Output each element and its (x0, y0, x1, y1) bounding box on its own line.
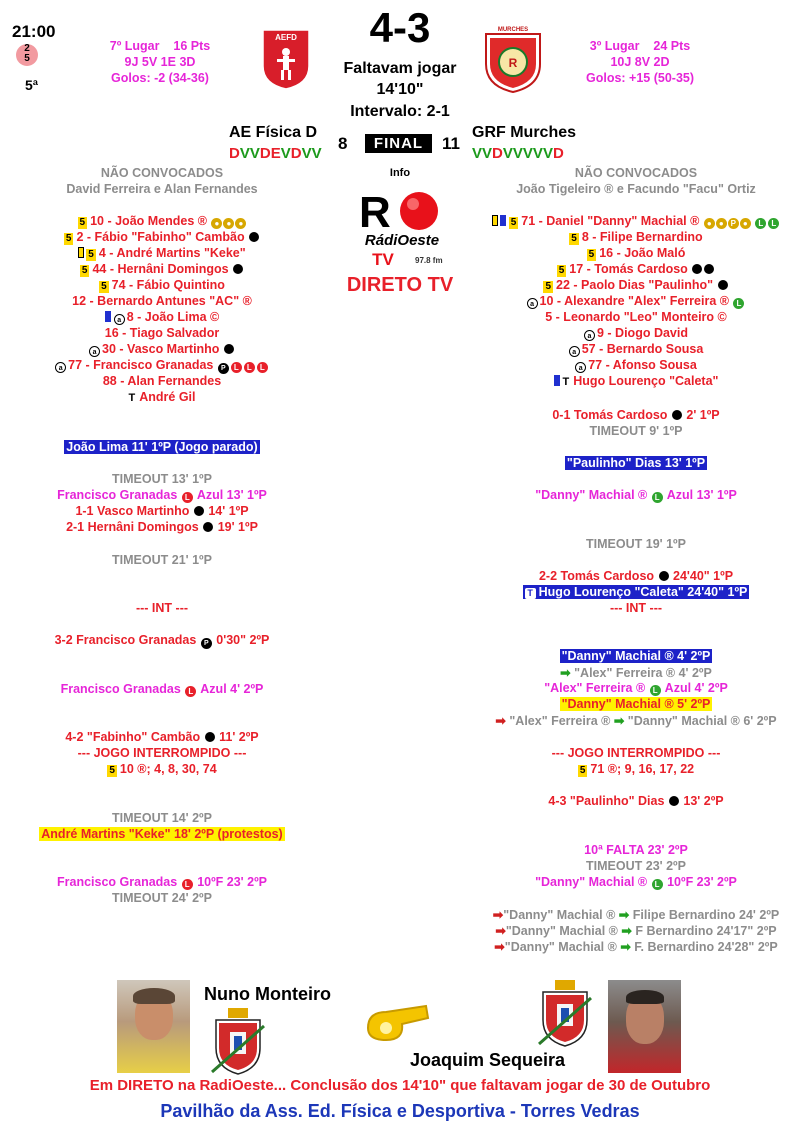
coach-icon: T (128, 392, 136, 404)
event-text: 71 ®; 9, 16, 17, 22 (590, 762, 695, 776)
blue-card-icon (500, 215, 506, 226)
event-detail: 10ºF 23' 2ºP (667, 875, 737, 889)
sub-in-arrow-icon: ➡ (560, 666, 571, 680)
event-detail: "Danny" Machial ® 6' 2ºP (627, 714, 777, 728)
info-label: Info (389, 167, 411, 179)
home-goals: Golos: -2 (34-36) (111, 71, 209, 85)
event-player: 1-1 Vasco Martinho (75, 504, 190, 518)
away-event-blue-card (486, 456, 786, 470)
player-name: 17 - Tomás Cardoso (569, 262, 688, 276)
jersey-5-icon: 5 (571, 233, 577, 244)
home-player-row[interactable] (12, 389, 312, 405)
captain-badge-icon: a (89, 346, 100, 357)
form-result: V (502, 145, 513, 162)
player-name: 88 - Alan Fernandes (102, 374, 222, 388)
player-name: 71 - Daniel "Danny" Machial ® (521, 214, 700, 228)
home-crest-letters: AEFD (275, 33, 297, 42)
footer-venue: Pavilhão da Ass. Ed. Física e Desportiva - Torres Vedras (160, 1101, 640, 1121)
home-place: 7º Lugar (109, 39, 160, 53)
logo-letter-r: R (359, 188, 391, 237)
away-event-goal (486, 569, 786, 583)
event-text: "Danny" Machial ® 4' 2ºP (561, 649, 711, 663)
foul-icon: L (231, 362, 242, 373)
sub-out-arrow-icon: ➡ (494, 940, 505, 954)
form-result: D (552, 145, 564, 162)
event-detail: 24'40" 1ºP (673, 569, 734, 583)
home-player-row[interactable] (12, 309, 312, 325)
jersey-5-icon: 5 (579, 765, 586, 776)
home-form-strip (229, 145, 322, 162)
goal-ball-icon (718, 280, 728, 290)
away-team-crest (478, 24, 548, 94)
sub-in-arrow-icon: ➡ (620, 940, 631, 954)
away-event-substitution (486, 923, 786, 938)
home-player-row[interactable] (12, 245, 312, 261)
home-event-timeout: TIMEOUT 13' 1ºP (112, 472, 212, 486)
away-event-timeout: TIMEOUT 9' 1ºP (589, 424, 683, 438)
event-player: 4-2 "Fabinho" Cambão (65, 730, 201, 744)
blue-card-icon (105, 311, 111, 322)
away-event-interrupted: --- JOGO INTERROMPIDO --- (551, 746, 721, 760)
sub-in-arrow-icon: ➡ (621, 924, 632, 938)
goal-ball-icon (672, 410, 682, 420)
home-event-timeout: TIMEOUT 14' 2ºP (112, 811, 212, 825)
away-player-row[interactable] (486, 325, 786, 341)
jersey-5-icon: 5 (588, 249, 595, 260)
event-detail: 2' 1ºP (686, 408, 720, 422)
home-league-rank: 8 (338, 134, 348, 153)
away-event-timeout: TIMEOUT 23' 2ºP (586, 859, 686, 873)
event-detail: F. Bernardino 24'28" 2ºP (634, 940, 778, 954)
player-name: 57 - Bernardo Sousa (581, 342, 704, 356)
player-name: 22 - Paolo Dias "Paulinho" (556, 278, 714, 292)
away-event-substitution (486, 907, 786, 922)
home-player-row[interactable] (12, 293, 312, 309)
coach-icon: T (562, 376, 570, 388)
event-player: "Danny" Machial ® (535, 488, 648, 502)
jersey-5-icon: 5 (510, 217, 517, 228)
away-event-yellow-card (486, 697, 786, 711)
player-name: André Gil (139, 390, 196, 404)
foul-icon: L (185, 686, 196, 697)
foul-icon: L (244, 362, 255, 373)
away-goals: Golos: +15 (50-35) (585, 71, 695, 85)
event-detail: 10ºF 23' 2ºP (197, 875, 267, 889)
foul-icon: L (650, 685, 661, 696)
player-name: Hugo Lourenço "Caleta" (573, 374, 719, 388)
referee-1-photo (117, 980, 190, 1073)
away-event-substitution (486, 939, 786, 954)
player-name: 44 - Hernâni Domingos (92, 262, 229, 276)
event-detail: F Bernardino 24'17" 2ºP (635, 924, 777, 938)
away-player-row[interactable] (486, 357, 786, 373)
away-event-goal (486, 408, 786, 422)
home-event-timeout: TIMEOUT 24' 2ºP (112, 891, 212, 905)
sub-out-arrow-icon: ➡ (492, 908, 504, 922)
player-name: 77 - Afonso Sousa (588, 358, 697, 372)
event-detail: Azul 4' 2ºP (200, 682, 264, 696)
referee-2-photo (608, 980, 681, 1073)
home-event-timeout: TIMEOUT 21' 1ºP (112, 553, 212, 567)
foul-icon: L (257, 362, 268, 373)
away-standing (570, 38, 710, 86)
home-not-called-title: NÃO CONVOCADOS (100, 166, 224, 180)
player-name: 16 - Tiago Salvador (104, 326, 220, 340)
player-name: 8 - Filipe Bernardino (581, 230, 703, 244)
form-result: V (542, 145, 553, 162)
event-detail: Azul 4' 2ºP (664, 681, 728, 695)
away-not-called-list: João Tigeleiro ® e Facundo "Facu" Ortiz (516, 182, 756, 196)
event-detail: 14' 1ºP (208, 504, 249, 518)
coach-icon: T (525, 588, 536, 599)
event-player: Francisco Granadas (57, 875, 178, 889)
jersey-5-icon: 5 (545, 281, 552, 292)
captain-badge-icon: a (584, 330, 595, 341)
captain-badge-icon: a (55, 362, 66, 373)
logo-brand-text: RádiOeste (364, 232, 440, 249)
round-label: 5ª (25, 77, 38, 93)
foul-icon: L (755, 218, 766, 229)
event-player: Francisco Granadas (60, 682, 181, 696)
away-event-coach-card (486, 585, 786, 599)
away-crest-letters: MURCHES (497, 27, 529, 33)
home-event-foul (12, 488, 312, 503)
goal-ball-icon (692, 264, 702, 274)
goal-ball-icon (203, 522, 213, 532)
referee-2-association-crest (533, 980, 597, 1048)
home-player-row[interactable] (12, 357, 312, 373)
gold-medal-icon: ● (211, 218, 222, 229)
away-not-called-title: NÃO CONVOCADOS (574, 166, 698, 180)
captain-badge-icon: a (575, 362, 586, 373)
home-event-interrupted: --- JOGO INTERROMPIDO --- (77, 746, 247, 760)
away-event-foul (486, 681, 786, 696)
svg-text:R: R (508, 56, 518, 70)
event-detail: Azul 13' 1ºP (196, 488, 267, 502)
round-icon-digit-b: 5 (24, 53, 30, 64)
home-event-goal (12, 504, 312, 518)
goal-ball-icon (233, 264, 243, 274)
home-player-row[interactable] (12, 277, 312, 293)
away-league-rank: 11 (442, 134, 460, 153)
event-text: 10 ®; 4, 8, 30, 74 (119, 762, 217, 776)
event-text: João Lima 11' 1ºP (Jogo parado) (66, 440, 258, 454)
home-event-goal (12, 730, 312, 744)
match-status-badge (365, 134, 432, 153)
away-event-foul (486, 488, 786, 503)
footer-broadcast-note: Em DIRETO na RadiOeste... Conclusão dos 14'10" que faltavam jogar de 30 de Outubro (89, 1077, 711, 1094)
form-result: V (239, 145, 250, 162)
home-event-goal (12, 520, 312, 534)
home-event-lineup (12, 762, 312, 777)
sub-in-arrow-icon: ➡ (613, 714, 625, 728)
home-player-row[interactable] (12, 261, 312, 277)
event-player: "Danny" Machial ® (505, 924, 618, 938)
form-result: V (522, 145, 533, 162)
remaining-time: 14'10" (376, 81, 424, 98)
away-player-row[interactable] (486, 261, 786, 277)
home-event-goal (12, 633, 312, 649)
event-text: "Danny" Machial ® 5' 2ºP (561, 697, 711, 711)
away-player-row[interactable] (486, 309, 786, 325)
away-player-row[interactable] (486, 213, 786, 229)
away-points: 24 Pts (653, 39, 691, 53)
player-name: 30 - Vasco Martinho (102, 342, 220, 356)
home-team-name[interactable]: AE Física D (229, 124, 318, 141)
foul-icon: L (652, 492, 663, 503)
event-player: 0-1 Tomás Cardoso (552, 408, 668, 422)
goal-ball-icon (669, 796, 679, 806)
form-result: E (270, 145, 281, 162)
player-name: 2 - Fábio "Fabinho" Cambão (76, 230, 245, 244)
goal-ball-icon (205, 732, 215, 742)
away-player-row[interactable] (486, 245, 786, 261)
sub-in-arrow-icon: ➡ (618, 908, 630, 922)
away-player-row[interactable] (486, 341, 786, 357)
jersey-5-icon: 5 (558, 265, 565, 276)
event-player: 2-1 Hernâni Domingos (66, 520, 199, 534)
logo-tv-text: TV (372, 250, 394, 269)
home-player-row[interactable] (12, 213, 312, 229)
form-result: V (249, 145, 260, 162)
event-player: "Danny" Machial ® (535, 875, 648, 889)
halftime-score: Intervalo: 2-1 (350, 103, 450, 120)
foul-icon: L (182, 879, 193, 890)
event-detail: 13' 2ºP (683, 794, 724, 808)
form-result: V (532, 145, 543, 162)
home-player-row[interactable] (12, 341, 312, 357)
away-event-foul-count: 10ª FALTA 23' 2ºP (584, 843, 688, 857)
form-result: D (492, 145, 503, 162)
goal-ball-icon (194, 506, 204, 516)
gold-medal-icon: ● (740, 218, 751, 229)
away-event-blue-card (486, 649, 786, 663)
event-text: André Martins "Keke" 18' 2ºP (protestos) (41, 827, 283, 841)
jersey-5-icon: 5 (101, 281, 107, 292)
event-player: "Danny" Machial ® (503, 908, 616, 922)
player-name: 4 - André Martins "Keke" (98, 246, 246, 260)
form-result: V (482, 145, 493, 162)
event-text: "Alex" Ferreira ® 4' 2ºP (574, 666, 712, 680)
jersey-5-icon: 5 (88, 249, 94, 260)
gold-medal-icon: ● (716, 218, 727, 229)
round-icon (16, 44, 38, 66)
foul-icon: L (182, 492, 193, 503)
home-event-yellow-card (12, 827, 312, 841)
event-detail: 11' 2ºP (219, 730, 259, 744)
away-player-row[interactable] (486, 293, 786, 309)
home-player-row[interactable] (12, 229, 312, 245)
match-status-text: FINAL (373, 135, 424, 152)
remaining-label: Faltavam jogar (343, 60, 457, 77)
event-player: 3-2 Francisco Granadas (54, 633, 197, 647)
home-event-interval: --- INT --- (135, 601, 189, 615)
event-player: "Danny" Machial ® (504, 940, 617, 954)
away-roster (486, 213, 786, 389)
away-event-timeout: TIMEOUT 19' 1ºP (586, 537, 686, 551)
referee-1-name: Nuno Monteiro (204, 984, 331, 1004)
event-detail: Azul 13' 1ºP (666, 488, 737, 502)
away-player-row[interactable] (486, 373, 786, 389)
player-name: 10 - João Mendes ® (90, 214, 207, 228)
captain-badge-icon: a (527, 298, 538, 309)
goal-ball-icon (224, 344, 234, 354)
home-not-called-list: David Ferreira e Alan Fernandes (66, 182, 258, 196)
home-points: 16 Pts (173, 39, 211, 53)
home-event-foul (12, 875, 312, 890)
form-result: D (229, 145, 240, 162)
event-detail: Filipe Bernardino 24' 2ºP (632, 908, 780, 922)
home-record: 9J 5V 1E 3D (124, 55, 196, 69)
player-name: 12 - Bernardo Antunes "AC" ® (72, 294, 252, 308)
sub-out-arrow-icon: ➡ (495, 714, 506, 728)
home-roster (12, 213, 312, 405)
home-event-foul (12, 682, 312, 697)
form-result: D (290, 145, 302, 162)
player-name: 5 - Leonardo "Leo" Monteiro © (545, 310, 727, 324)
player-name: 77 - Francisco Granadas (68, 358, 214, 372)
yellow-card-icon (492, 215, 498, 226)
direto-tv-label[interactable]: DIRETO TV (346, 274, 454, 296)
player-name: 8 - João Lima © (126, 310, 220, 324)
penalty-goal-icon: P (201, 638, 212, 649)
form-result: V (280, 145, 291, 162)
home-team-crest (261, 26, 311, 90)
goal-ball-icon (249, 232, 259, 242)
player-name: 16 - João Maló (599, 246, 686, 260)
home-player-row[interactable] (12, 325, 312, 341)
event-text: Hugo Lourenço "Caleta" 24'40" 1ºP (538, 585, 748, 599)
foul-icon: L (768, 218, 779, 229)
gold-medal-icon: ● (223, 218, 234, 229)
gold-medal-icon: ● (704, 218, 715, 229)
foul-icon: L (652, 879, 663, 890)
away-event-foul (486, 875, 786, 890)
event-player: "Alex" Ferreira ® (544, 681, 646, 695)
away-team-name[interactable]: GRF Murches (472, 124, 577, 141)
gold-medal-icon: ● (235, 218, 246, 229)
event-player: 4-3 "Paulinho" Dias (548, 794, 665, 808)
away-place: 3º Lugar (589, 39, 640, 53)
kickoff-time: 21:00 (12, 22, 56, 41)
referee-1-association-crest (206, 1008, 270, 1076)
goal-ball-icon (704, 264, 714, 274)
penalty-goal-icon: P (218, 363, 229, 374)
form-result: V (301, 145, 312, 162)
event-player: 2-2 Tomás Cardoso (538, 569, 655, 583)
form-result: V (512, 145, 523, 162)
gold-medal-icon: P (728, 218, 739, 229)
jersey-5-icon: 5 (65, 233, 72, 244)
jersey-5-icon: 5 (81, 265, 88, 276)
away-event-lineup (486, 762, 786, 777)
form-result: V (311, 145, 322, 162)
sub-out-arrow-icon: ➡ (495, 924, 506, 938)
referee-2-name: Joaquim Sequeira (410, 1050, 566, 1070)
player-name: 10 - Alexandre "Alex" Ferreira ® (539, 294, 729, 308)
round-icon-digit-a: 2 (24, 43, 30, 54)
yellow-card-icon (78, 247, 84, 258)
whistle-icon (364, 1000, 434, 1044)
away-event-substitution (486, 713, 786, 728)
away-record: 10J 8V 2D (610, 55, 670, 69)
away-player-row[interactable] (486, 229, 786, 245)
away-player-row[interactable] (486, 277, 786, 293)
goal-ball-icon (659, 571, 669, 581)
home-standing (90, 38, 230, 86)
captain-badge-icon: a (114, 314, 125, 325)
away-form-strip (472, 145, 564, 162)
home-event-blue-card (12, 440, 312, 454)
event-detail: 0'30" 2ºP (216, 633, 270, 647)
player-name: 9 - Diogo David (597, 326, 688, 340)
form-result: D (259, 145, 271, 162)
captain-badge-icon: a (569, 346, 580, 357)
foul-icon: L (733, 298, 744, 309)
away-event-goal (486, 794, 786, 808)
logo-frequency: 97.8 fm (415, 256, 443, 265)
event-player: Francisco Granadas (57, 488, 178, 502)
radioeste-logo[interactable] (355, 183, 450, 273)
event-detail: 19' 1ºP (217, 520, 258, 534)
form-result: V (472, 145, 483, 162)
blue-card-icon (554, 375, 560, 386)
event-player: "Alex" Ferreira ® (509, 714, 611, 728)
player-name: 74 - Fábio Quintino (111, 278, 225, 292)
away-event-interval: --- INT --- (609, 601, 663, 615)
jersey-5-icon: 5 (109, 765, 115, 776)
match-score: 4-3 (369, 4, 431, 51)
event-text: "Paulinho" Dias 13' 1ºP (566, 456, 706, 470)
jersey-5-icon: 5 (79, 217, 86, 228)
home-player-row[interactable] (12, 373, 312, 389)
away-event-substitution (486, 665, 786, 680)
